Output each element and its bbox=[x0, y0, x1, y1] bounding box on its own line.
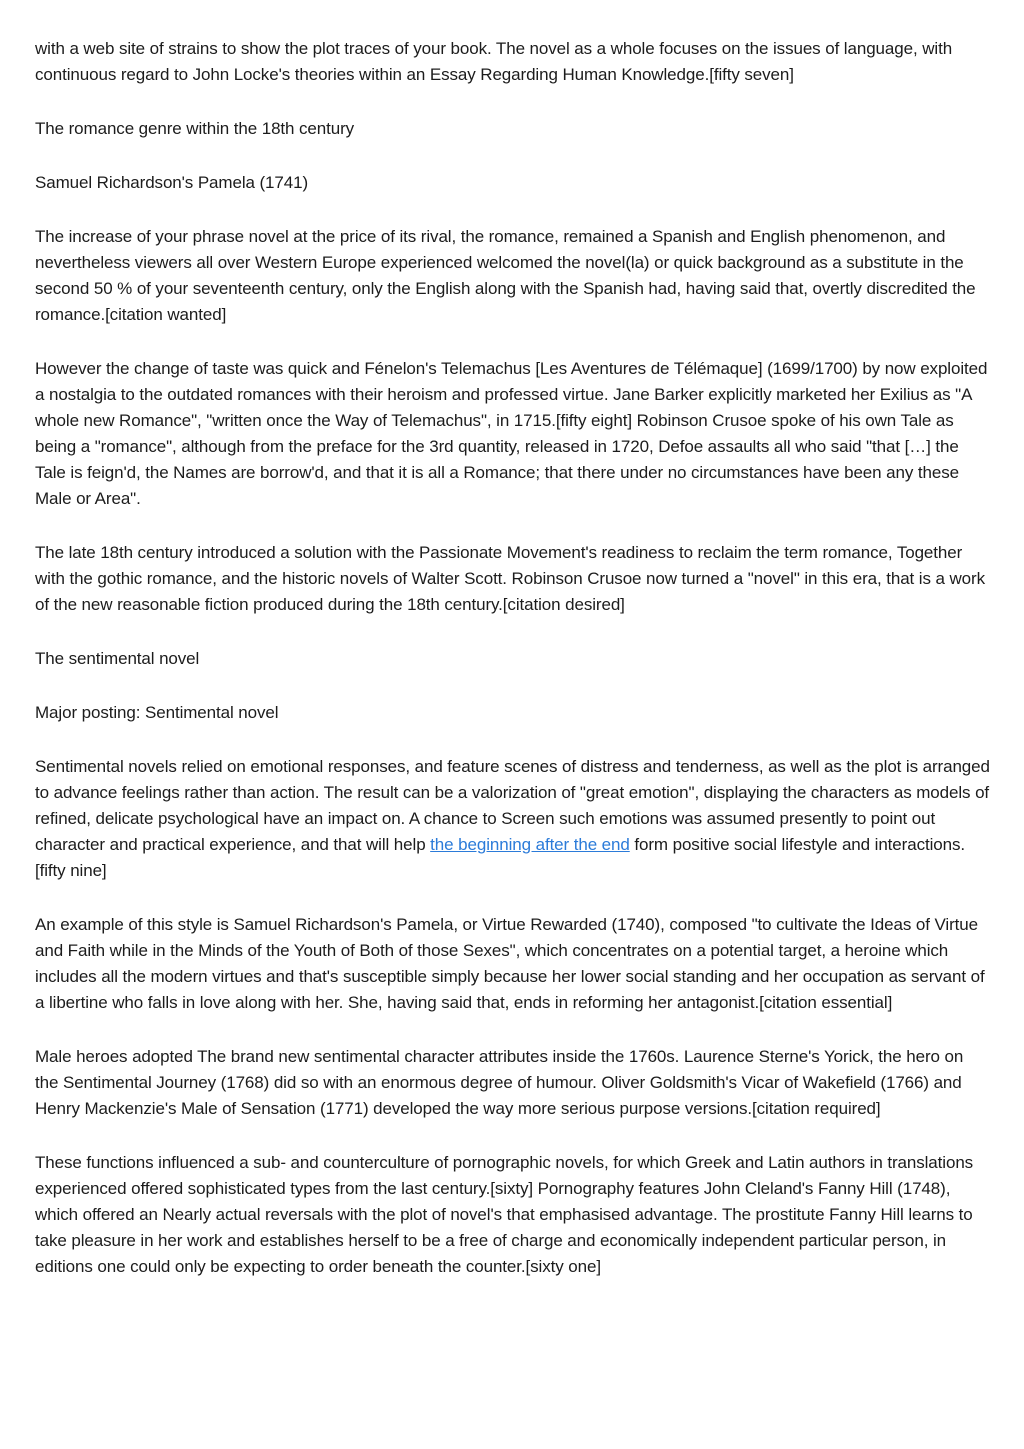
paragraph-text: However the change of taste was quick and Fénelon's Telemachus [Les Aventures de Télémaque] (1699/1700) by now exploited a nostalgia to the outdated romances with their heroism and professed virtue. Jane Barker explicitly marketed her Exilius as "A whole new Romance", "written once the Way of Telemachus", in 1715.[fifty eight] Robinson Crusoe spoke of his own Tale as being a "romance", although from the preface for the 3rd quantity, released in 1720, Defoe assaults all who said "that […] the Tale is feign'd, the Names are borrow'd, and that it is all a Romance; that there under no circumstances have been any these Male or Area". bbox=[35, 359, 988, 508]
paragraph-text: The sentimental novel bbox=[35, 649, 200, 668]
paragraph-text: An example of this style is Samuel Richardson's Pamela, or Virtue Rewarded (1740), composed "to cultivate the Ideas of Virtue and Faith while in the Minds of the Youth of Both of those Sexes", which concentrates on a potential target, a heroine which includes all the modern virtues and that's susceptible simply because her lower social standing and her occupation as servant of a libertine who falls in love along with her. She, having said that, ends in reforming her antagonist.[citation essential] bbox=[35, 915, 985, 1012]
paragraph bbox=[35, 1044, 990, 1122]
paragraph-text: The romance genre within the 18th century bbox=[35, 119, 355, 138]
paragraph bbox=[35, 646, 990, 672]
paragraph bbox=[35, 36, 990, 88]
paragraph bbox=[35, 540, 990, 618]
paragraph-text: The late 18th century introduced a solution with the Passionate Movement's readiness to reclaim the term romance, Together with the gothic romance, and the historic novels of Walter Scott. Robinson Crusoe now turned a "novel" in this era, that is a work of the new reasonable fiction produced during the 18th century.[citation desired] bbox=[35, 543, 985, 614]
paragraph bbox=[35, 1150, 990, 1280]
paragraph bbox=[35, 912, 990, 1016]
paragraph bbox=[35, 700, 990, 726]
paragraph bbox=[35, 170, 990, 196]
inline-link[interactable]: the beginning after the end bbox=[430, 835, 630, 854]
paragraph bbox=[35, 356, 990, 512]
paragraph-text: Sentimental novels relied on emotional responses, and feature scenes of distress and tenderness, as well as the plot is arranged to advance feelings rather than action. The result can be a valorization of "great emotion", displaying the characters as models of refined, delicate psychological have an impact on. A chance to Screen such emotions was assumed presently to point out character and practical experience, and that will help bbox=[35, 757, 990, 854]
paragraph-text: Male heroes adopted The brand new sentimental character attributes inside the 1760s. Laurence Sterne's Yorick, the hero on the Sentimental Journey (1768) did so with an enormous degree of humour. Oliver Goldsmith's Vicar of Wakefield (1766) and Henry Mackenzie's Male of Sensation (1771) developed the way more serious purpose versions.[citation required] bbox=[35, 1047, 964, 1118]
paragraph bbox=[35, 224, 990, 328]
paragraph-text: These functions influenced a sub- and counterculture of pornographic novels, for which Greek and Latin authors in translations experienced offered sophisticated types from the last century.[sixty] Pornography features John Cleland's Fanny Hill (1748), which offered an Nearly actual reversals with the plot of novel's that emphasised advantage. The prostitute Fanny Hill learns to take pleasure in her work and establishes herself to be a free of charge and economically independent particular person, in editions one could only be expecting to order beneath the counter.[sixty one] bbox=[35, 1153, 974, 1276]
paragraph-text: Samuel Richardson's Pamela (1741) bbox=[35, 173, 309, 192]
paragraph-text: Major posting: Sentimental novel bbox=[35, 703, 279, 722]
paragraph bbox=[35, 116, 990, 142]
paragraph bbox=[35, 754, 990, 884]
paragraph-text: with a web site of strains to show the plot traces of your book. The novel as a whole focuses on the issues of language, with continuous regard to John Locke's theories within an Essay Regarding Human Knowledge.[fifty seven] bbox=[35, 39, 953, 84]
paragraph-text: The increase of your phrase novel at the price of its rival, the romance, remained a Spanish and English phenomenon, and nevertheless viewers all over Western Europe experienced welcomed the novel(la) or quick background as a substitute in the second 50 % of your seventeenth century, only the English along with the Spanish had, having said that, overtly discredited the romance.[citation wanted] bbox=[35, 227, 976, 324]
paragraph-text: form positive social lifestyle and interactions.[fifty nine] bbox=[35, 835, 965, 880]
